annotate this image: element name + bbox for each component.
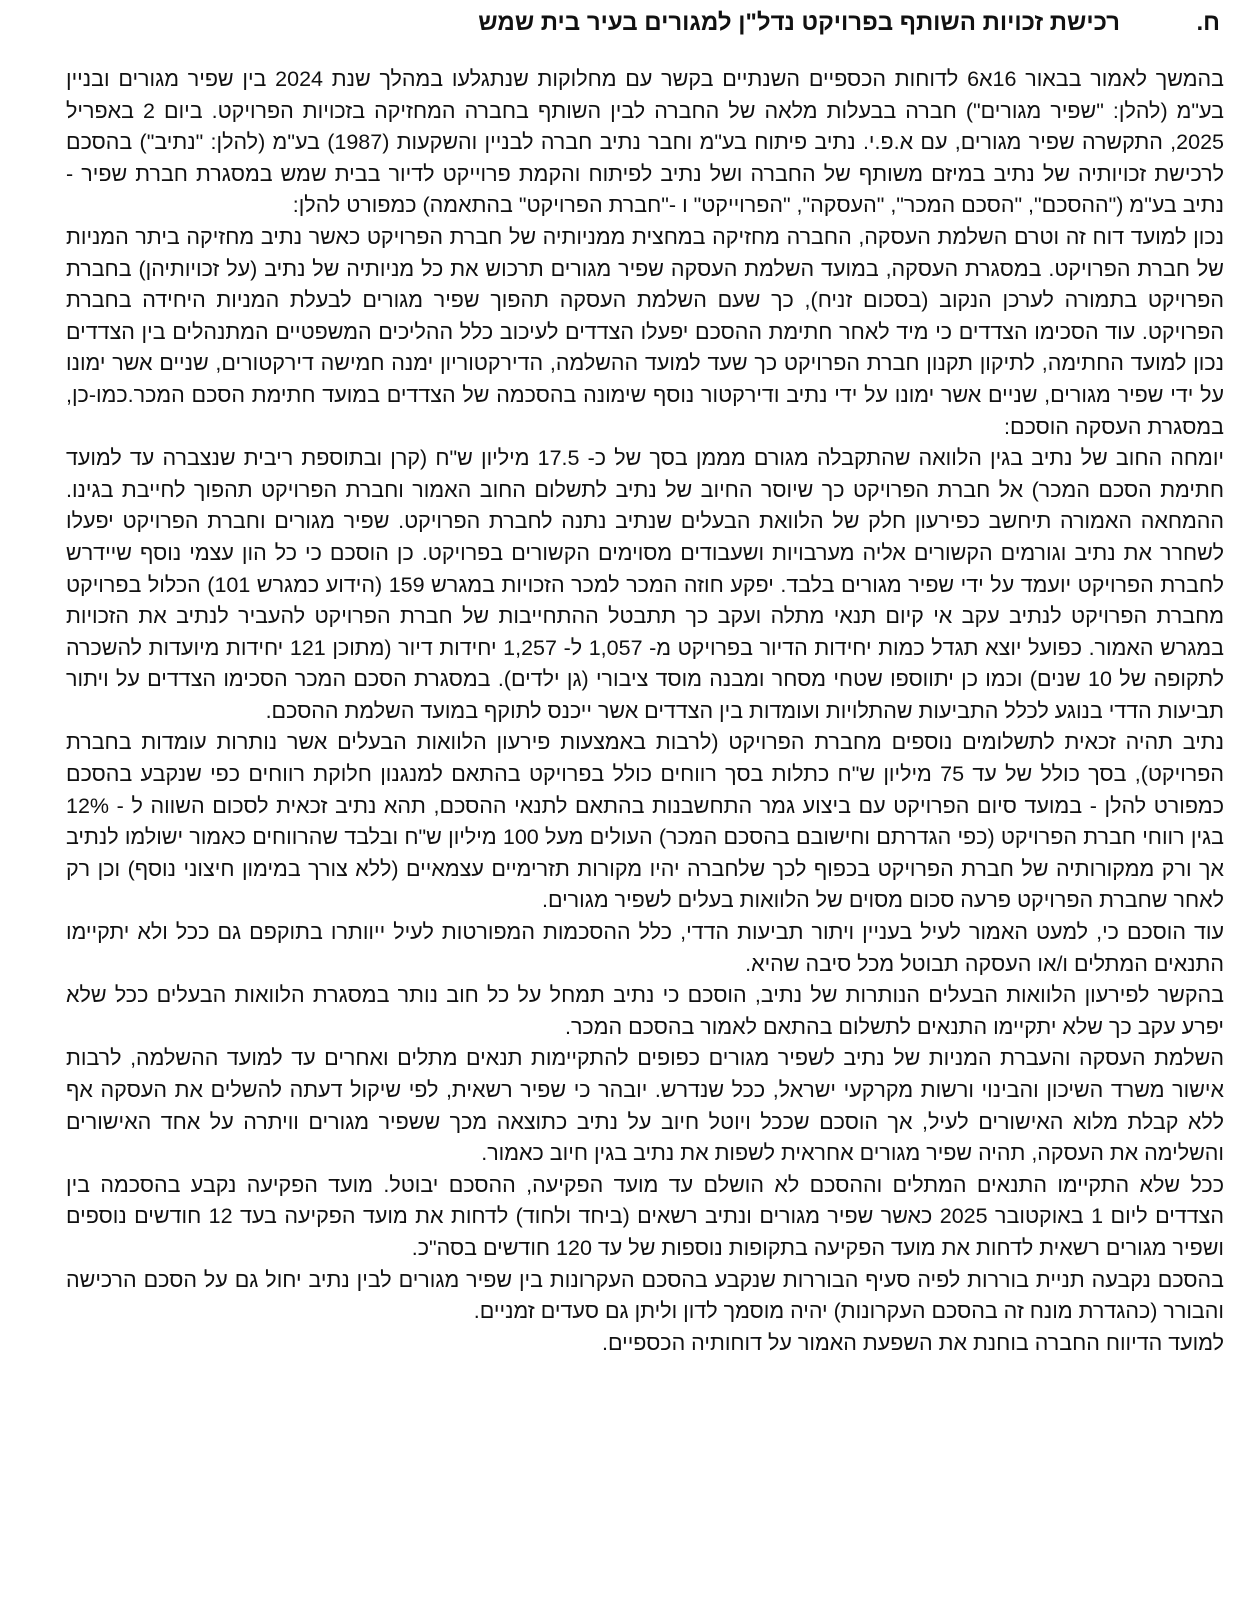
paragraph-expiry: ככל שלא התקיימו התנאים המתלים וההסכם לא הושלם עד מועד הפקיעה, ההסכם יבוטל. מועד הפקיעה נקבע בהסכמה בין הצדדים ליום 1 באוקטובר 2025 כאשר שפיר מגורים ונתיב רשאים (ביחד ולחוד) לדחות את מועד הפקיעה בעד 12 חודשים נוספים ושפיר מגורים רשאית לדחות את מועד הפקיעה בתקופות נוספות של עד 120 חודשים בסה"כ.: [66, 1172, 1225, 1260]
section-title: רכישת זכויות השותף בפרויקט נדל"ן למגורים בעיר בית שמש: [478, 9, 1120, 36]
section-heading: [20, 6, 1220, 40]
paragraph-debt-assignment: יומחה החוב של נתיב בגין הלוואה שהתקבלה מגורם מממן בסך של כ- 17.5 מיליון ש"ח (קרן ובתוספת ריבית שנצברה עד למועד חתימת הסכם המכר) אל חברת הפרויקט כך שיוסר החיוב של נתיב לתשלום החוב האמור וחברת הפרויקט תהפוך לחייבת בגינו. ההמחאה האמורה תיחשב כפירעון חלק של הלוואת הבעלים שנתיב נתנה לחברת הפרויקט. שפיר מגורים וחברת הפרויקט יפעלו לשחרר את נתיב וגורמים הקשורים אליה מערבויות ושעבודים מסוימים הקשורים בפרויקט. כן הוסכם כי כל הון עצמי נוסף שיידרש לחברת הפרויקט יועמד על ידי שפיר מגורים בלבד. יפקע חוזה המכר למכר הזכויות במגרש 159 (הידוע כמגרש 101) הכלול בפרויקט מחברת הפרויקט לנתיב עקב אי קיום תנאי מתלה ועקב כך תתבטל ההתחייבות של חברת הפרויקט להעביר לנתיב את הזכויות במגרש האמור. כפועל יוצא תגדל כמות יחידות הדיור בפרויקט מ- 1,057 ל- 1,257 יחידות דיור (מתוכן 121 יחידות מיועדות להשכרה לתקופה של 10 שנים) וכמו כן יתווספו שטחי מסחר ומבנה מוסד ציבורי (גן ילדים). במסגרת הסכם המכר הסכימו הצדדים על ויתור תביעות הדדי בנוגע לכלל התביעות שהתלויות ועומדות בין הצדדים אשר ייכנס לתוקף במועד השלמת ההסכם.: [66, 446, 1225, 723]
paragraph-arbitration: בהסכם נקבעה תניית בוררות לפיה סעיף הבוררות שנקבע בהסכם העקרונות בין שפיר מגורים לבין נתיב יחול גם על הסכם הרכישה והבורר (כהגדרת מונח זה בהסכם העקרונות) יהיה מוסמך לדון וליתן גם סעדים זמניים.: [66, 1267, 1224, 1324]
section-body: [66, 64, 1224, 1359]
paragraph-intro: בהמשך לאמור בבאור 16א6 לדוחות הכספיים השנתיים בקשר עם מחלוקות שנתגלעו במהלך שנת 2024 בין שפיר מגורים ובניין בע"מ (להלן: "שפיר מגורים") חברה בבעלות מלאה של החברה לבין השותף בחברה המחזיקה בזכויות הפרויקט. ביום 2 באפריל 2025, התקשרה שפיר מגורים, עם א.פ.י. נתיב פיתוח בע"מ וחבר נתיב חברה לבניין והשקעות (1987) בע"מ (להלן: "נתיב") בהסכם לרכישת זכויותיה של נתיב במיזם משותף של החברה ושל נתיב לפיתוח והקמת פרוייקט לדיור בבית שמש במסגרת חברת שפיר - נתיב בע"מ ("ההסכם", "הסכם המכר", "העסקה", "הפרוייקט" ו -"חברת הפרויקט" בהתאמה) כמפורט להלן:: [66, 67, 1224, 218]
paragraph-reporting: למועד הדיווח החברה בוחנת את השפעת האמור על דוחותיה הכספיים.: [602, 1330, 1224, 1355]
paragraph-additional-payments: נתיב תהיה זכאית לתשלומים נוספים מחברת הפרויקט (לרבות באמצעות פירעון הלוואות הבעלים אשר נותרות עומדות בחברת הפרויקט), בסך כולל של עד 75 מיליון ש"ח כתלות בסך רווחים כולל בפרויקט בהתאם למנגנון חלוקת רווחים כפי שנקבע בהסכם כמפורט להלן - במועד סיום הפרויקט עם ביצוע גמר התחשבנות בהתאם לתנאי ההסכם, תהא נתיב זכאית לסכום השווה ל - 12% בגין רווחי חברת הפרויקט (כפי הגדרתם וחישובם בהסכם המכר) העולים מעל 100 מיליון ש"ח ובלבד שהרווחים כאמור ישולמו לנתיב אך ורק ממקורותיה של חברת הפרויקט בכפוף לכך שלחברה יהיו מקורות תזרימיים עצמאיים (ללא צורך במימון חיצוני נוסף) וכן רק לאחר שחברת הפרויקט פרעה סכום מסוים של הלוואות בעלים לשפיר מגורים.: [66, 730, 1225, 913]
paragraph-loan-forgiveness: בהקשר לפירעון הלוואות הבעלים הנותרות של נתיב, הוסכם כי נתיב תמחל על כל חוב נותר במסגרת הלוואות הבעלים ככל שלא יפרע עקב כך שלא יתקיימו התנאים לתשלום בהתאם לאמור בהסכם המכר.: [66, 983, 1224, 1039]
paragraph-holdings: נכון למועד דוח זה וטרם השלמת העסקה, החברה מחזיקה במחצית ממניותיה של חברת הפרויקט כאשר נתיב מחזיקה ביתר המניות של חברת הפרויקט. במסגרת העסקה, במועד השלמת העסקה שפיר מגורים תרכוש את כל מניותיה של נתיב (על זכויותיהן) בחברת הפרויקט בתמורה לערכן הנקוב (בסכום זניח), כך שעם השלמת העסקה תהפוך שפיר מגורים לבעלת המניות היחידה בחברת הפרויקט. עוד הסכימו הצדדים כי מיד לאחר חתימת ההסכם יפעלו הצדדים לעיכוב כלל ההליכים המשפטיים המתנהלים בין הצדדים נכון למועד החתימה, לתיקון תקנון חברת הפרויקט כך שעד למועד ההשלמה, הדירקטוריון ימנה חמישה דירקטורים, שניים אשר ימונו על ידי שפיר מגורים, שניים אשר ימונו על ידי נתיב ודירקטור נוסף שימונה בהסכמה של הצדדים במועד חתימת הסכם המכר.כמו-כן, במסגרת העסקה הוסכם:: [66, 224, 1224, 439]
paragraph-agreements-validity: עוד הוסכם כי, למעט האמור לעיל בעניין ויתור תביעות הדדי, כלל ההסכמות המפורטות לעיל ייוותרו בתוקפם גם ככל ולא יתקיימו התנאים המתלים ו/או העסקה תבוטל מכל סיבה שהיא.: [66, 920, 1224, 976]
section-letter: ח.: [1196, 9, 1220, 36]
paragraph-conditions: השלמת העסקה והעברת המניות של נתיב לשפיר מגורים כפופים להתקיימות תנאים מתלים ואחרים עד למועד ההשלמה, לרבות אישור משרד השיכון והבינוי ורשות מקרקעי ישראל, ככל שנדרש. יובהר כי שפיר רשאית, לפי שיקול דעתה להשלים את העסקה אף ללא קבלת מלוא האישורים לעיל, אך הוסכם שככל ויוטל חיוב על נתיב כתוצאה מכך ששפיר מגורים וויתרה על אחד האישורים והשלימה את העסקה, תהיה שפיר מגורים אחראית לשפות את נתיב בגין חיוב כאמור.: [66, 1046, 1224, 1166]
